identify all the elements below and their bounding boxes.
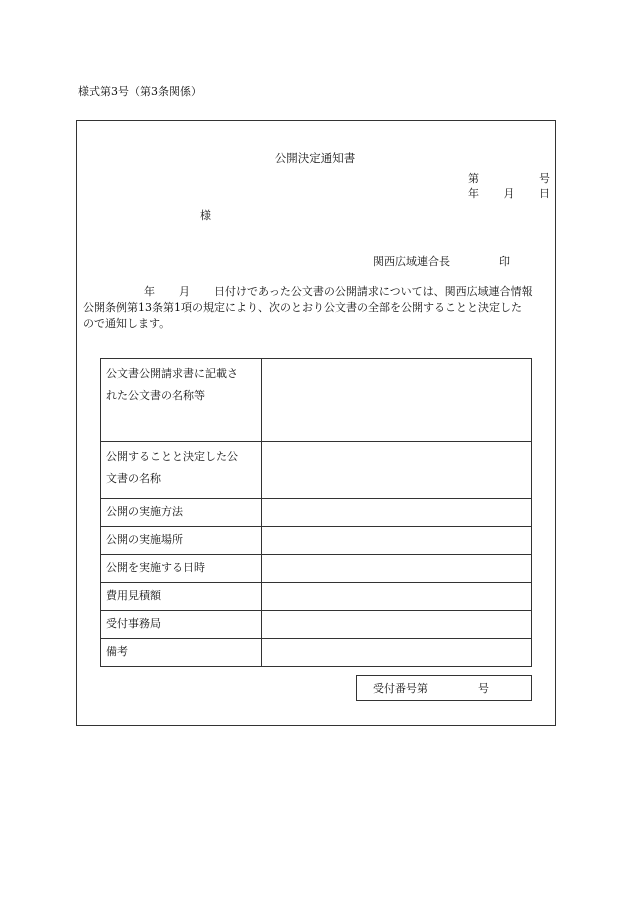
form-number-label: 様式第3号（第3条関係） — [78, 85, 202, 98]
addressee-honorific: 様 — [200, 209, 211, 222]
table-row — [101, 442, 532, 499]
table-row — [101, 499, 532, 527]
number-prefix: 第 — [468, 172, 479, 185]
row-value-office — [262, 611, 532, 639]
document-number-line — [468, 172, 550, 186]
row-value-place — [262, 527, 532, 555]
date-year: 年 — [468, 187, 479, 200]
issuer-name: 関西広域連合長 — [373, 255, 450, 268]
body-line-2: 公開条例第13条第1項の規定により、次のとおり公文書の全部を公開することと決定した — [83, 301, 522, 314]
row-value-method — [262, 499, 532, 527]
table-row — [101, 527, 532, 555]
row-value-remarks — [262, 639, 532, 667]
disclosure-details-table — [100, 358, 532, 667]
row-label-request-document: 公文書公開請求書に記載さ れた公文書の名称等 — [101, 359, 262, 442]
table-row — [101, 359, 532, 442]
number-suffix: 号 — [539, 172, 550, 185]
body-line-1 — [83, 284, 551, 300]
document-title: 公開決定通知書 — [274, 151, 356, 165]
row-label-decided-document: 公開することと決定した公 文書の名称 — [101, 442, 262, 499]
table-row — [101, 583, 532, 611]
row-value-decided-document — [262, 442, 532, 499]
row-label-place: 公開の実施場所 — [101, 527, 262, 555]
table-row — [101, 555, 532, 583]
body-month: 月 — [179, 285, 190, 298]
row-label-cost: 費用見積額 — [101, 583, 262, 611]
row-label-datetime: 公開を実施する日時 — [101, 555, 262, 583]
receipt-label: 受付番号第 — [373, 682, 428, 695]
receipt-number-box — [356, 675, 532, 701]
row-value-cost — [262, 583, 532, 611]
row-label-method: 公開の実施方法 — [101, 499, 262, 527]
date-day: 日 — [539, 187, 550, 200]
notice-body — [83, 284, 551, 332]
row-value-datetime — [262, 555, 532, 583]
body-line-1-rest: 日付けであった公文書の公開請求については、関西広域連合情報 — [214, 285, 533, 298]
table-row — [101, 611, 532, 639]
seal-mark: 印 — [499, 255, 510, 268]
row-label-office: 受付事務局 — [101, 611, 262, 639]
row-label-remarks: 備考 — [101, 639, 262, 667]
row-value-request-document — [262, 359, 532, 442]
document-date-line — [468, 187, 550, 201]
table-row — [101, 639, 532, 667]
body-line-3: ので通知します。 — [83, 317, 171, 330]
date-month: 月 — [503, 187, 515, 200]
body-year: 年 — [144, 285, 155, 298]
issuer-line — [373, 255, 510, 269]
receipt-suffix: 号 — [478, 682, 489, 695]
